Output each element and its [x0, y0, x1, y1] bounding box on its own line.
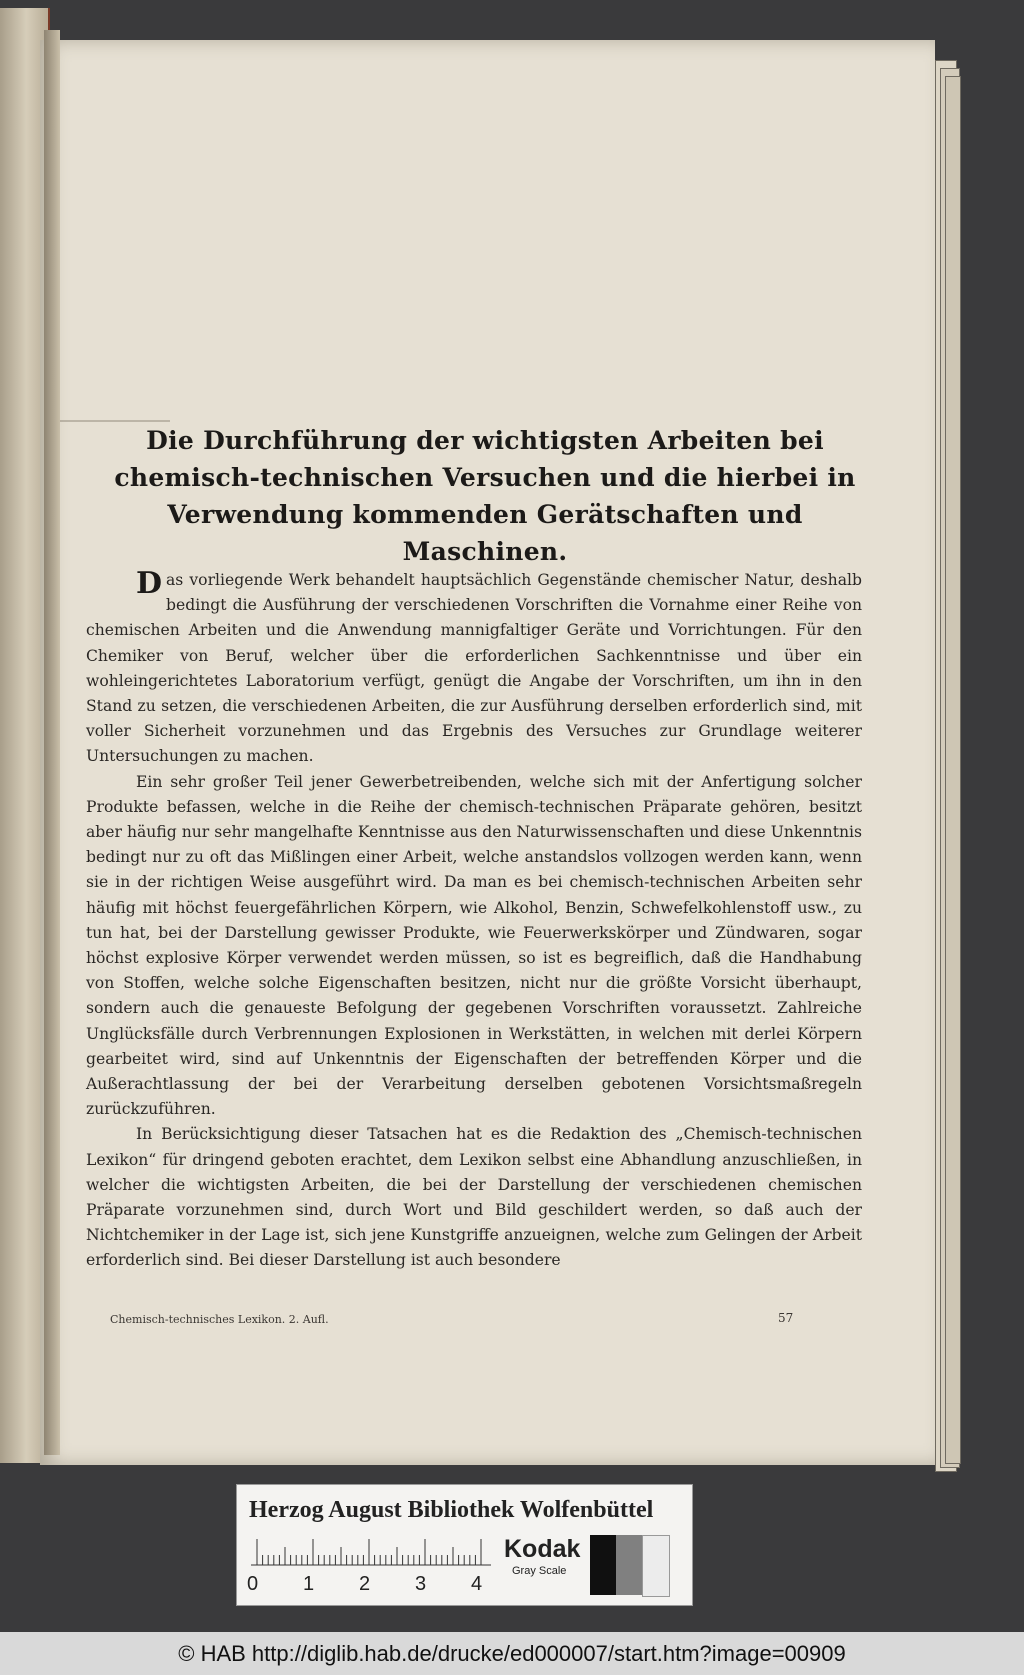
body-text: [86, 568, 862, 1274]
page-number: 57: [778, 1311, 794, 1325]
ruler-number: 4: [471, 1573, 483, 1595]
book-gutter: [44, 30, 60, 1455]
ruler-number: 0: [247, 1573, 259, 1595]
paragraph-2: Ein sehr großer Teil jener Gewerbetreibenden, welche sich mit der Anfertigung solcher Produkte befassen, welche in die Reihe der chemisch-technischen Präparate gehören, besitzt aber häufig nur sehr mangelhafte Kenntnisse aus den Naturwissenschaften und diese Unkenntnis bedingt nur zu oft das Mißlingen einer Arbeit, welche anstandslos vollzogen werden kann, wenn sie in der richtigen Weise ausgeführt wird. Da man es bei chemisch-technischen Arbeiten sehr häufig mit höchst feuergefährlichen Körpern, wie Alkohol, Benzin, Schwefelkohlenstoff usw., zu tun hat, bei der Darstellung gewisser Produkte, wie Feuerwerkskörper und Zündwaren, sogar höchst explosive Körper verwendet werden müssen, so ist es begreiflich, daß die Handhabung von Stoffen, welche solche Eigenschaften besitzen, nicht nur die größte Vorsicht überhaupt, sondern auch die genaueste Befolgung der gegebenen Vorschriften voraussetzt. Zahlreiche Unglücksfälle durch Verbrennungen Explosionen in Werkstätten, in welchen mit derlei Körpern gearbeitet wird, sind auf Unkenntnis der Eigenschaften der betreffenden Körper und die Außerachtlassung der bei der Verarbeitung derselben gebotenen Vorsichtsmaßregeln zurückzuführen.: [86, 772, 862, 1119]
chapter-heading: Die Durchführung der wichtigsten Arbeiten bei chemisch-technischen Versuchen und die hierbei in Verwendung kommenden Gerätschaften und Maschinen.: [114, 426, 856, 566]
running-footer: Chemisch-technisches Lexikon. 2. Aufl.: [110, 1313, 329, 1326]
scan-label-card: [236, 1484, 693, 1606]
ruler-number: 1: [303, 1573, 315, 1595]
paragraph-1-text: as vorliegende Werk behandelt hauptsächlich Gegenstände chemischer Natur, deshalb bedingt die Ausführung der verschiedenen Vorschriften die Vornahme einer Reihe von chemischen Arbeiten und die Anwendung mannigfaltiger Geräte und Vorrichtungen. Für den Chemiker von Beruf, welcher über die erforderlichen Sachkenntnisse und über ein wohleingerichtetes Laboratorium verfügt, genügt die Angabe der Vorschriften, um ihn in den Stand zu setzen, die verschiedenen Arbeiten, die zur Ausführung derselben erforderlich sind, mit voller Sicherheit vorzunehmen und das Ergebnis des Versuches zur Grundlage weiterer Untersuchungen zu machen.: [86, 571, 862, 766]
library-name: Herzog August Bibliothek Wolfenbüttel: [249, 1497, 654, 1523]
drop-cap: D: [136, 566, 163, 601]
gray-patch-black: [590, 1535, 616, 1595]
kodak-logo: Kodak: [504, 1535, 581, 1563]
paragraph-3: In Berücksichtigung dieser Tatsachen hat es die Redaktion des „Chemisch-technischen Lexikon“ für dringend geboten erachtet, dem Lexikon selbst eine Abhandlung anzuschließen, in welcher die wichtigsten Arbeiten, die bei der Darstellung der verschiedenen chemischen Präparate vorzunehmen sind, durch Wort und Bild geschildert werden, so daß auch der Nichtchemiker in der Lage ist, sich jene Kunstgriffe anzueignen, welche zum Gelingen der Arbeit erforderlich sind. Bei dieser Darstellung ist auch besondere: [86, 1125, 862, 1270]
book-page: [40, 40, 935, 1465]
ruler-number: 3: [415, 1573, 427, 1595]
page-stack-edge: [945, 76, 961, 1464]
gray-patch-gray: [616, 1535, 642, 1595]
copyright-credit: © HAB http://diglib.hab.de/drucke/ed000007/start.htm?image=00909: [0, 1632, 1024, 1675]
ruler-number: 2: [359, 1573, 371, 1595]
gray-patch-white: [642, 1535, 670, 1597]
paragraph-1: [86, 568, 862, 770]
ruler-scale: [251, 1537, 491, 1567]
gray-scale-label: Gray Scale: [512, 1565, 567, 1577]
